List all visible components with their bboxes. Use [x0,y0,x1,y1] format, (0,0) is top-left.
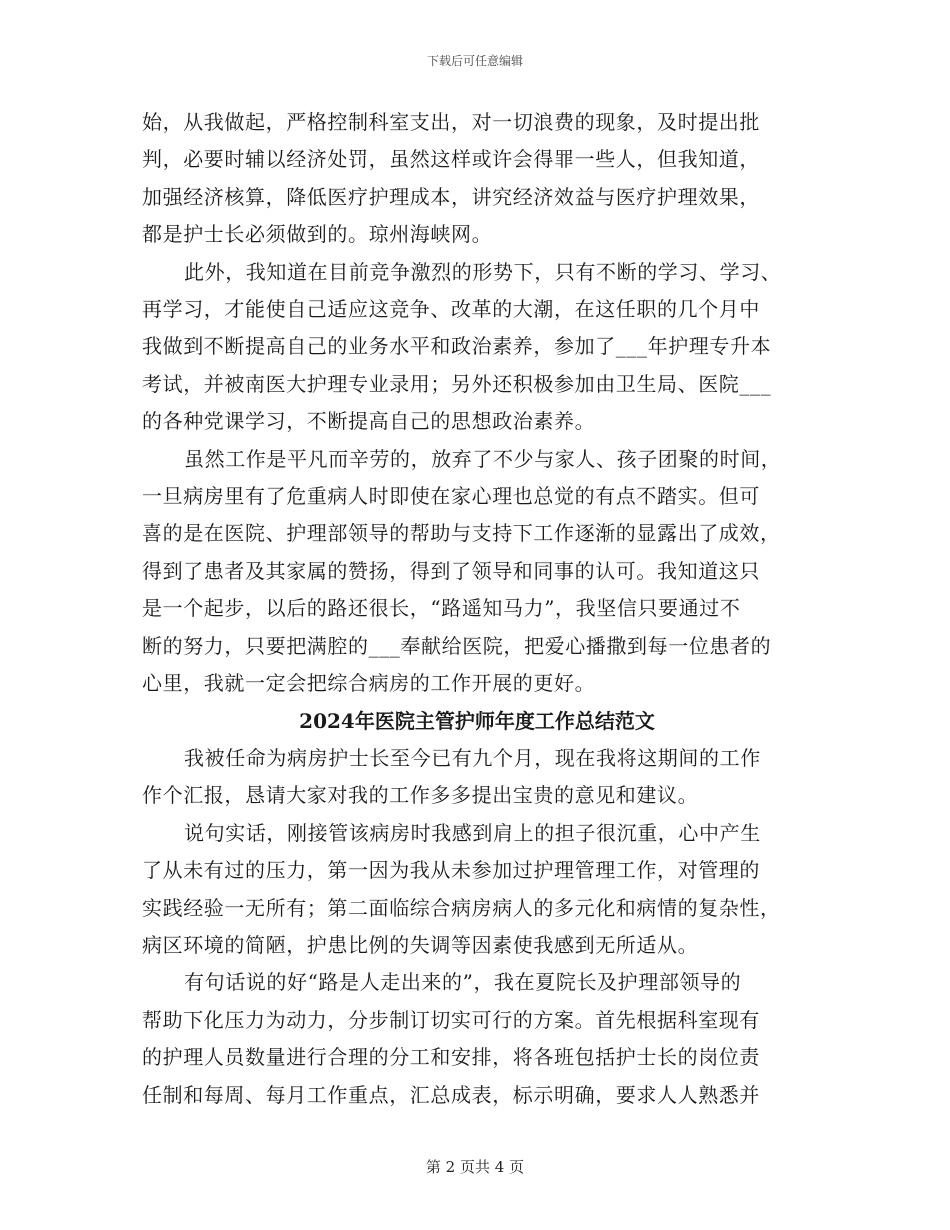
text-line: 病区环境的简陋，护患比例的失调等因素使我感到无所适从。 [142,932,699,957]
section-title: 2024年医院主管护师年度工作总结范文 [299,708,655,733]
text-line: 我做到不断提高自己的业务水平和政治素养，参加了___年护理专升本 [142,334,772,359]
text-line: 一旦病房里有了危重病人时即使在家心理也总觉的有点不踏实。但可 [142,484,760,509]
text-line: 断的努力，只要把满腔的___奉献给医院，把爱心播撒到每一位患者的 [142,633,772,658]
text-line: 始，从我做起，严格控制科室支出，对一切浪费的现象，及时提出批 [142,110,760,134]
text-line: 得到了患者及其家属的赞扬，得到了领导和同事的认可。我知道这只 [142,558,760,583]
text-line: 都是护士长必须做到的。琼州海峡网。 [142,222,493,247]
text-line: 心里，我就一定会把综合病房的工作开展的更好。 [142,671,596,696]
text-line: 有句话说的好“路是人走出来的”，我在夏院长及护理部领导的 [184,970,742,995]
text-line: 的各种党课学习，不断提高自己的思想政治素养。 [142,409,596,434]
text-line: 的护理人员数量进行合理的分工和安排，将各班包括护士长的岗位责 [142,1045,760,1070]
text-line: 作个汇报，恳请大家对我的工作多多提出宝贵的意见和建议。 [142,783,699,808]
page-header: 下载后可任意编辑 [426,54,523,68]
document-body [142,104,812,1114]
text-line: 加强经济核算，降低医疗护理成本，讲究经济效益与医疗护理效果， [142,184,760,209]
text-line: 此外，我知道在目前竞争激烈的形势下，只有不断的学习、学习、 [184,259,782,284]
text-line: 再学习，才能使自己适应这竞争、改革的大潮，在这任职的几个月中 [142,297,760,322]
text-line: 我被任命为病房护士长至今已有九个月，现在我将这期间的工作 [184,745,761,770]
text-line: 考试，并被南医大护理专业录用；另外还积极参加由卫生局、医院___ [142,371,772,396]
text-line: 了从未有过的压力，第一因为我从未参加过护理管理工作，对管理的 [142,858,760,883]
text-line: 喜的是在医院、护理部领导的帮助与支持下工作逐渐的显露出了成效， [142,521,781,546]
text-line: 任制和每周、每月工作重点，汇总成表，标示明确，要求人人熟悉并 [142,1082,760,1107]
text-line: 判，必要时辅以经济处罚，虽然这样或许会得罪一些人，但我知道， [142,147,760,172]
text-line: 实践经验一无所有；第二面临综合病房病人的多元化和病情的复杂性， [142,895,781,920]
text-line: 是一个起步，以后的路还很长，“路遥知马力”，我坚信只要通过不 [142,596,741,621]
text-line: 虽然工作是平凡而辛劳的，放弃了不少与家人、孩子团聚的时间， [184,446,782,471]
text-line: 帮助下化压力为动力，分步制订切实可行的方案。首先根据科室现有 [142,1007,760,1032]
page-footer: 第 2 页共 4 页 [425,1158,525,1176]
text-line: 说句实话，刚接管该病房时我感到肩上的担子很沉重，心中产生 [184,820,761,845]
